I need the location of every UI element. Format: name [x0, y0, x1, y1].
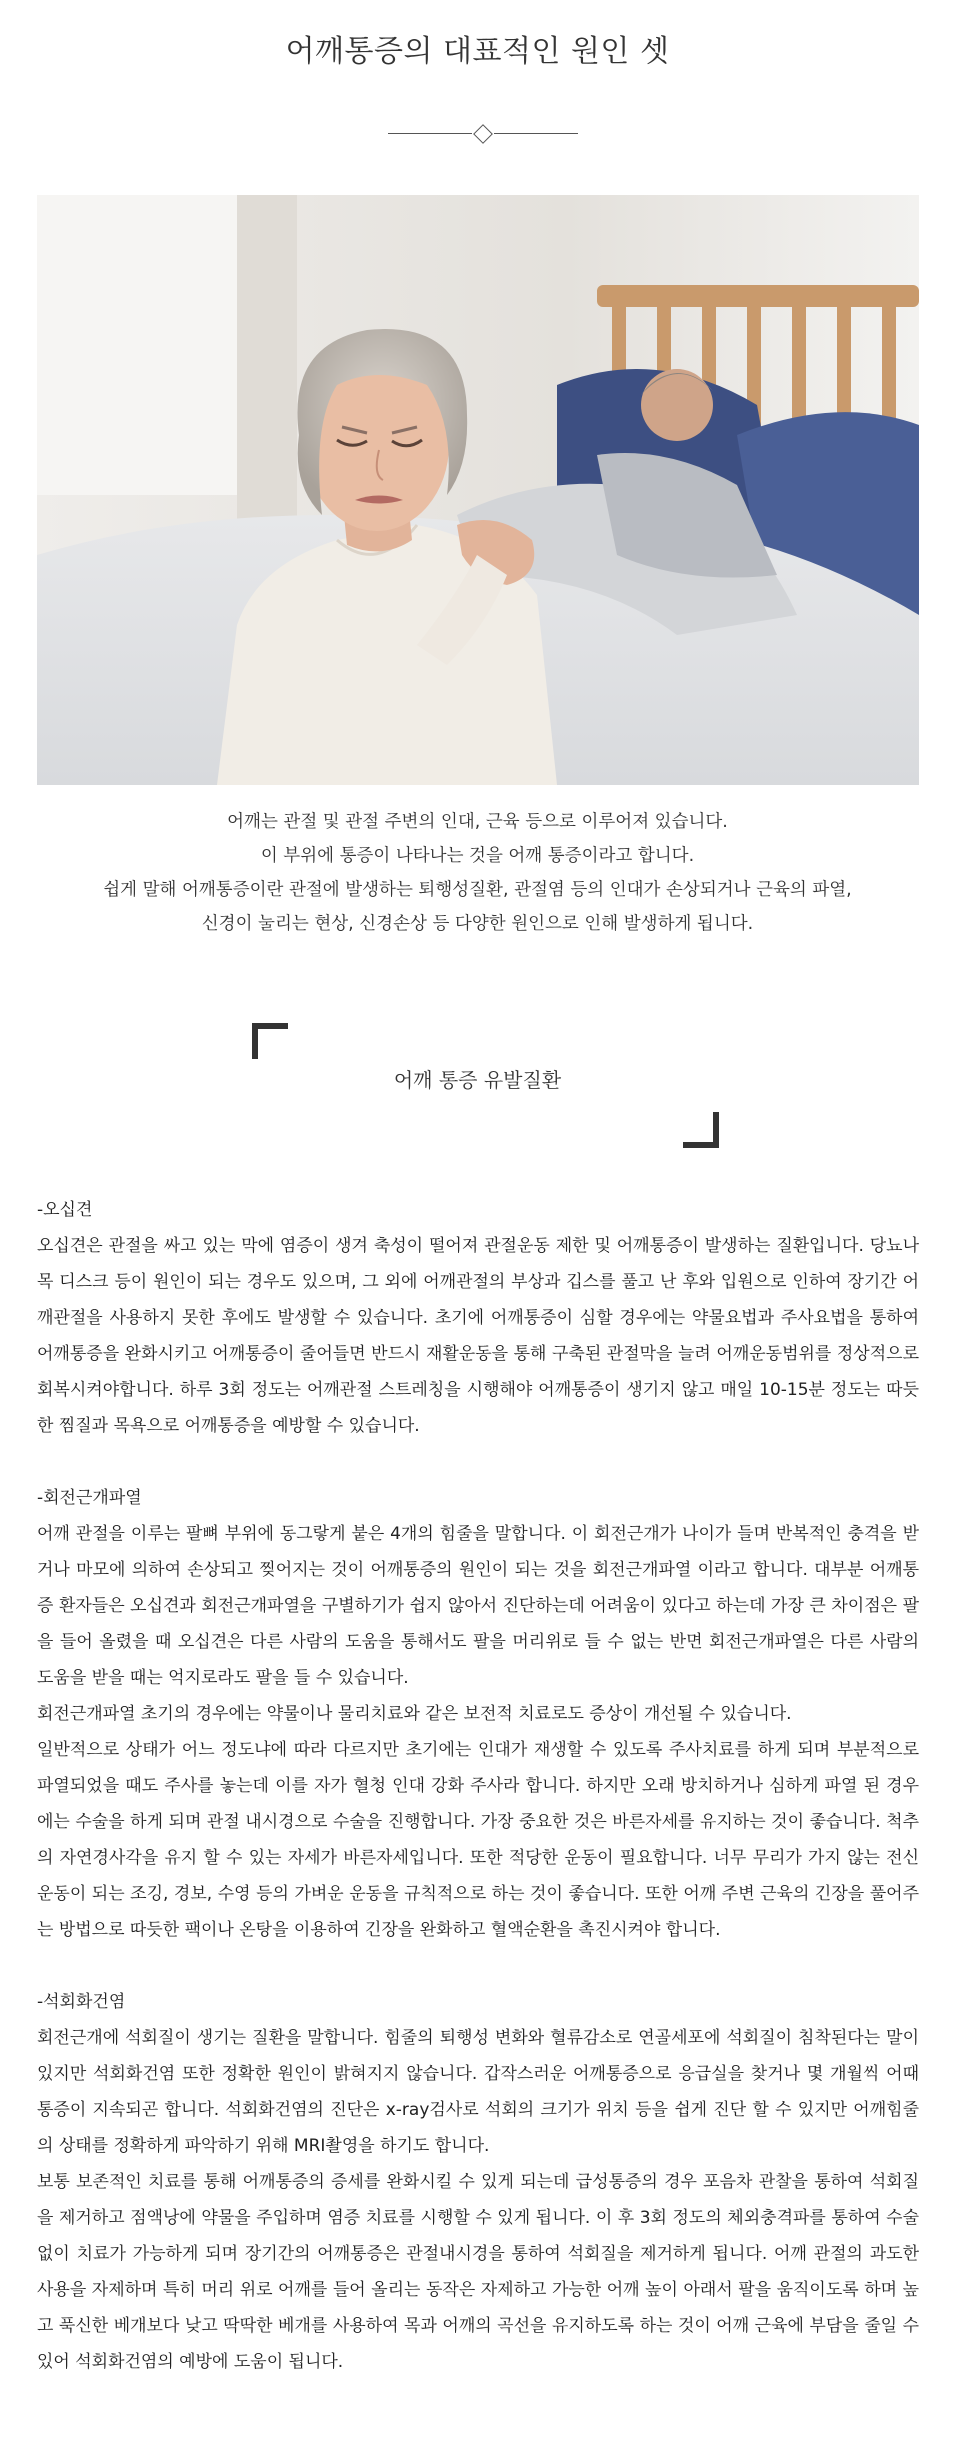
section-paragraph: 일반적으로 상태가 어느 정도냐에 따라 다르지만 초기에는 인대가 재생할 수 있도록 주사치료를 하게 되며 부분적으로 파열되었을 때도 주사를 놓는데 이를 자가 혈청 인대 강화 주사라 합니다. 하지만 오래 방치하거나 심하게 파열 된 경우에는 수술을 하게 되며 관절 내시경으로 수술을 진행합니다. 가장 중요한 것은 바른자세를 유지하는 것이 좋습니다. 척추의 자연경사각을 유지 할 수 있는 자세가 바른자세입니다. 또한 적당한 운동이 필요합니다. 너무 무리가 가지 않는 전신운동이 되는 조깅, 경보, 수영 등의 가벼운 운동을 규칙적으로 하는 것이 좋습니다. 또한 어깨 주변 근육의 긴장을 풀어주는 방법으로 따듯한 팩이나 온탕을 이용하여 긴장을 완화하고 혈액순환을 촉진시켜야 합니다. [37, 1740, 919, 1940]
section-paragraph: 회전근개에 석회질이 생기는 질환을 말합니다. 힘줄의 퇴행성 변화와 혈류감소로 연골세포에 석회질이 침착된다는 말이 있지만 석회화건염 또한 정확한 원인이 밝혀지지 않습니다. 갑작스러운 어깨통증으로 응급실을 찾거나 몇 개월씩 어때 통증이 지속되곤 합니다. 석회화건염의 진단은 x-ray검사로 석회의 크기가 위치 등을 쉽게 진단 할 수 있지만 어깨힘줄의 상태를 정확하게 파악하기 위해 MRI촬영을 하기도 합니다. [37, 2028, 919, 2156]
diamond-icon [473, 124, 493, 144]
bracket-top-left-icon [252, 1023, 288, 1059]
section-paragraph: 오십견은 관절을 싸고 있는 막에 염증이 생겨 축성이 떨어져 관절운동 제한 및 어깨통증이 발생하는 질환입니다. 당뇨나 목 디스크 등이 원인이 되는 경우도 있으며, 그 외에 어깨관절의 부상과 깁스를 풀고 난 후와 입원으로 인하여 장기간 어깨관절을 사용하지 못한 후에도 발생할 수 있습니다. 초기에 어깨통증이 심할 경우에는 약물요법과 주사요법을 통하여 어깨통증을 완화시키고 어깨통증이 줄어들면 반드시 재활운동을 통해 구축된 관절막을 늘려 어깨운동범위를 정상적으로 회복시켜야합니다. 하루 3회 정도는 어깨관절 스트레칭을 시행해야 어깨통증이 생기지 않고 매일 10-15분 정도는 따듯한 찜질과 목욕으로 어깨통증을 예방할 수 있습니다. [37, 1236, 919, 1436]
intro-line: 이 부위에 통증이 나타나는 것을 어깨 통증이라고 합니다. [260, 846, 695, 866]
intro-line: 어깨는 관절 및 관절 주변의 인대, 근육 등으로 이루어져 있습니다. [227, 812, 728, 832]
bracket-bottom-right-icon [683, 1112, 719, 1148]
section-calcific-tendinitis [37, 1984, 919, 2380]
article-body [37, 1192, 919, 2416]
section-subheading: 어깨 통증 유발질환 [393, 1068, 562, 1092]
intro-line: 쉽게 말해 어깨통증이란 관절에 발생하는 퇴행성질환, 관절염 등의 인대가 손상되거나 근육의 파열, [103, 880, 852, 900]
page-title: 어깨통증의 대표적인 원인 셋 [285, 34, 670, 69]
section-frozen-shoulder [37, 1192, 919, 1444]
divider-line-left [388, 133, 472, 134]
title-divider [388, 124, 578, 144]
section-paragraph: 회전근개파열 초기의 경우에는 약물이나 물리치료와 같은 보전적 치료로도 증상이 개선될 수 있습니다. [37, 1704, 792, 1724]
intro-text [0, 805, 955, 941]
divider-line-right [494, 133, 578, 134]
section-title: -회전근개파열 [37, 1488, 142, 1508]
section-title: -석회화건염 [37, 1992, 126, 2012]
shoulder-pain-photo [37, 195, 919, 785]
section-rotator-cuff-tear [37, 1480, 919, 1948]
section-paragraph: 보통 보존적인 치료를 통해 어깨통증의 증세를 완화시킬 수 있게 되는데 급성통증의 경우 포음차 관찰을 통하여 석회질을 제거하고 점액낭에 약물을 주입하며 염증 치료를 시행할 수 있게 됩니다. 이 후 3회 정도의 체외충격파를 통하여 수술 없이 치료가 가능하게 되며 장기간의 어깨통증은 관절내시경을 통하여 석회질을 제거하게 됩니다. 어깨 관절의 과도한 사용을 자제하며 특히 머리 위로 어깨를 들어 올리는 동작은 자제하고 가능한 어깨 높이 아래서 팔을 움직이도록 하며 높고 푹신한 베개보다 낮고 딱딱한 베개를 사용하여 목과 어깨의 곡선을 유지하도록 하는 것이 어깨 근육에 부담을 줄일 수 있어 석회화건염의 예방에 도움이 됩니다. [37, 2172, 919, 2372]
intro-line: 신경이 눌리는 현상, 신경손상 등 다양한 원인으로 인해 발생하게 됩니다. [201, 914, 754, 934]
photo-illustration [37, 195, 919, 785]
section-paragraph: 어깨 관절을 이루는 팔뼈 부위에 동그랗게 붙은 4개의 힘줄을 말합니다. 이 회전근개가 나이가 들며 반복적인 충격을 받거나 마모에 의하여 손상되고 찢어지는 것이 어깨통증의 원인이 되는 것을 회전근개파열 이라고 합니다. 대부분 어깨통증 환자들은 오십견과 회전근개파열을 구별하기가 쉽지 않아서 진단하는데 어려움이 있다고 하는데 가장 큰 차이점은 팔을 들어 올렸을 때 오십견은 다른 사람의 도움을 통해서도 팔을 머리위로 들 수 없는 반면 회전근개파열은 다른 사람의 도움을 받을 때는 억지로라도 팔을 들 수 있습니다. [37, 1524, 919, 1688]
section-title: -오십견 [37, 1200, 93, 1220]
